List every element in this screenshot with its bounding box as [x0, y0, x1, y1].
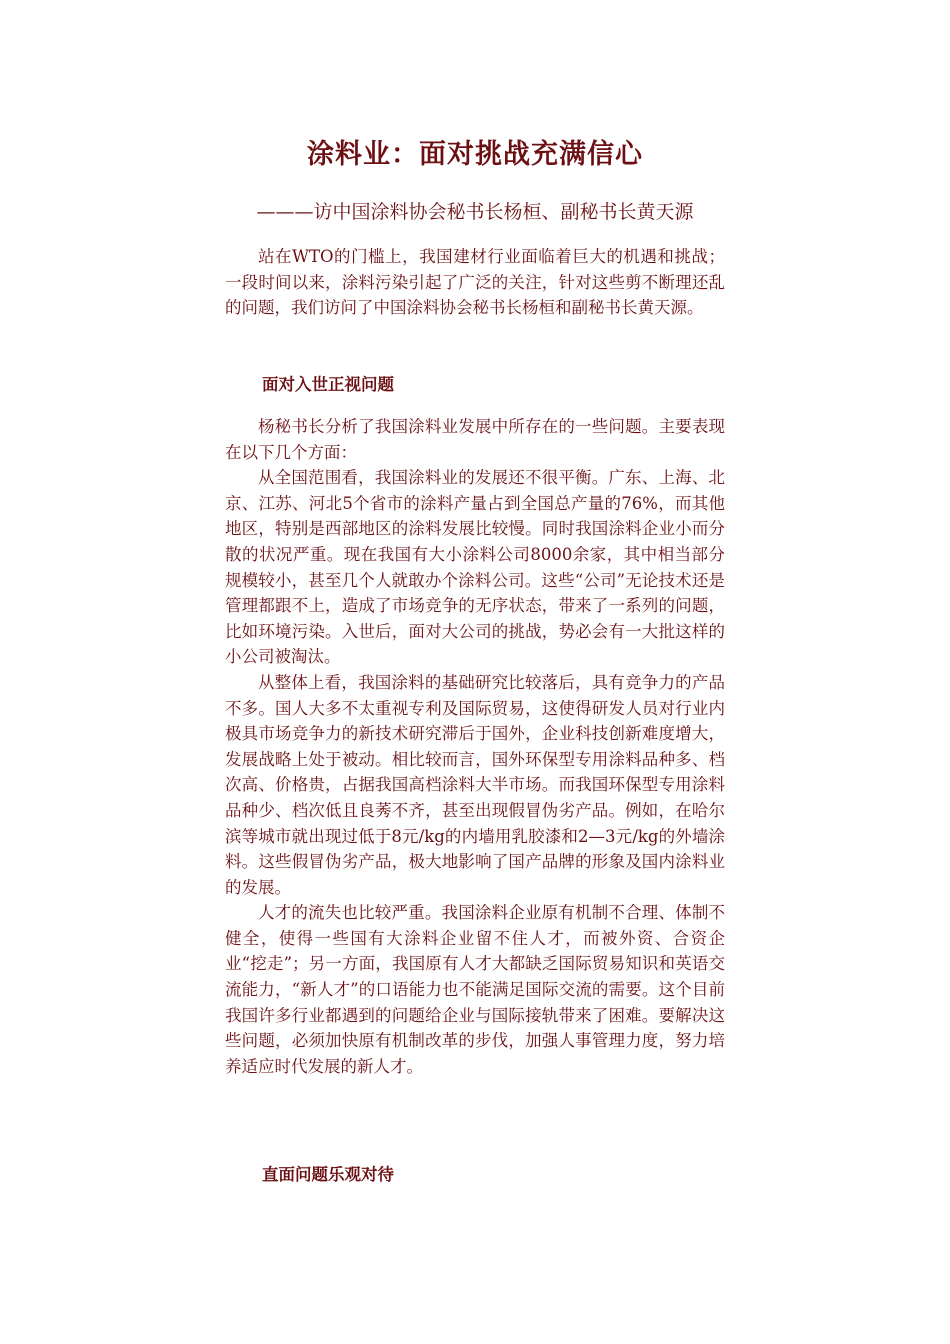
body-paragraph: 从整体上看，我国涂料的基础研究比较落后，具有竞争力的产品不多。国人大多不太重视专利及国际贸易，这使得研发人员对行业内极具市场竞争力的新技术研究滞后于国外，企业科技创新难度增大，发展战略上处于被动。相比较而言，国外环保型专用涂料品种多、档次高、价格贵，占据我国高档涂料大半市场。而我国环保型专用涂料品种少、档次低且良莠不齐，甚至出现假冒伪劣产品。例如，在哈尔滨等城市就出现过低于8元/kg的内墙用乳胶漆和2—3元/kg的外墙涂料。这些假冒伪劣产品，极大地影响了国产品牌的形象及国内涂料业的发展。: [225, 672, 725, 897]
section-heading-2: 直面问题乐观对待: [262, 1165, 394, 1184]
body-paragraph: 人才的流失也比较严重。我国涂料企业原有机制不合理、体制不健全，使得一些国有大涂料企业留不住人才，而被外资、合资企业“挖走”；另一方面，我国原有人才大都缺乏国际贸易知识和英语交流能力，“新人才”的口语能力也不能满足国际交流的需要。这个目前我国许多行业都遇到的问题给企业与国际接轨带来了困难。要解决这些问题，必须加快原有机制改革的步伐，加强人事管理力度，努力培养适应时代发展的新人才。: [225, 903, 725, 1076]
article-subtitle: ———访中国涂料协会秘书长杨桓、副秘书长黄天源: [256, 201, 694, 223]
section-heading-1: 面对入世正视问题: [262, 375, 394, 394]
body-paragraph: 从全国范围看，我国涂料业的发展还不很平衡。广东、上海、北京、江苏、河北5个省市的涂料产量占到全国总产量的76%，而其他地区，特别是西部地区的涂料发展比较慢。同时我国涂料企业小而分散的状况严重。现在我国有大小涂料公司8000余家，其中相当部分规模较小，甚至几个人就敢办个涂料公司。这些“公司”无论技术还是管理都跟不上，造成了市场竞争的无序状态，带来了一系列的问题，比如环境污染。入世后，面对大公司的挑战，势必会有一大批这样的小公司被淘汰。: [225, 468, 725, 667]
body-paragraph: 杨秘书长分析了我国涂料业发展中所存在的一些问题。主要表现在以下几个方面：: [225, 417, 725, 462]
section-1-body: [225, 414, 725, 1079]
article-title: 涂料业：面对挑战充满信心: [307, 139, 643, 170]
intro-block: [225, 244, 725, 321]
intro-paragraph: 站在WTO的门槛上，我国建材行业面临着巨大的机遇和挑战；一段时间以来，涂料污染引起了广泛的关注，针对这些剪不断理还乱的问题，我们访问了中国涂料协会秘书长杨桓和副秘书长黄天源。: [225, 247, 725, 318]
